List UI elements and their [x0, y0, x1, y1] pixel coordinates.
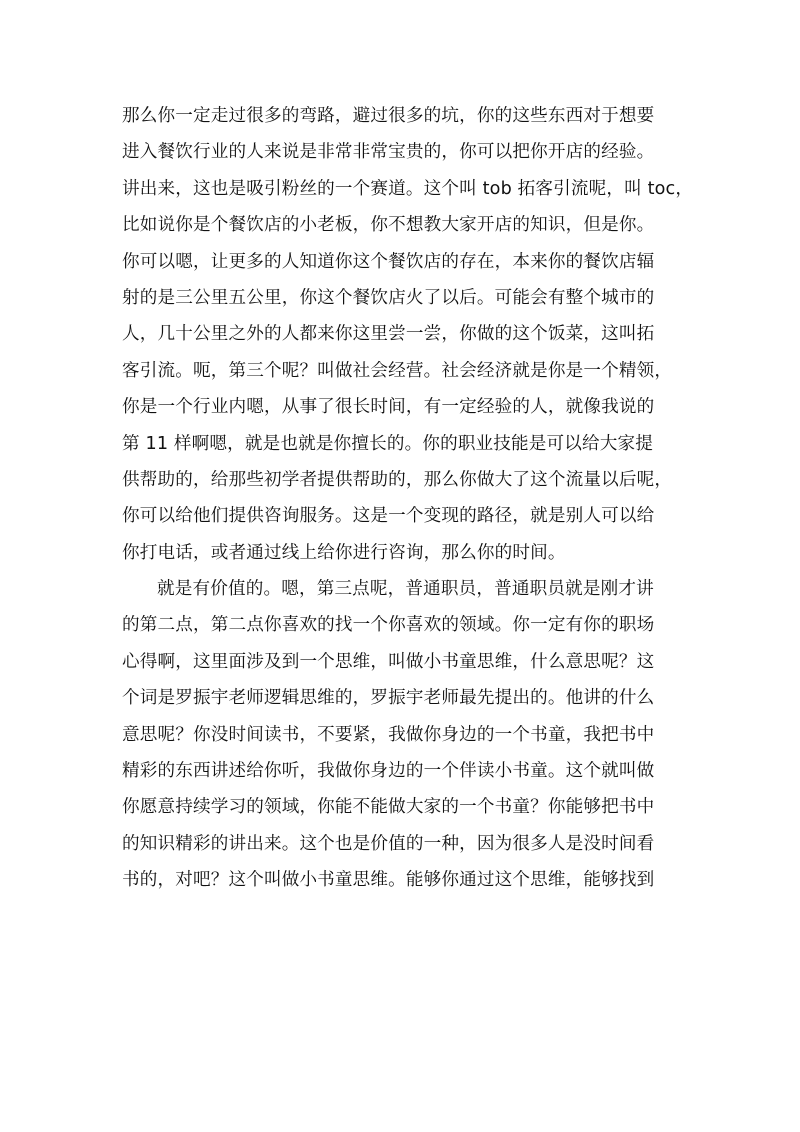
text-line: 客引流。呃，第三个呢？叫做社会经营。社会经济就是你是一个精领， [122, 360, 673, 381]
text-line: 讲出来，这也是吸引粉丝的一个赛道。这个叫 tob 拓客引流呢，叫 toc， [122, 178, 694, 199]
text-line: 的第二点，第二点你喜欢的找一个你喜欢的领域。你一定有你的职场 [122, 615, 655, 636]
text-line: 人，几十公里之外的人都来你这里尝一尝，你做的这个饭菜，这叫拓 [122, 324, 655, 345]
text-line: 进入餐饮行业的人来说是非常非常宝贵的，你可以把你开店的经验。 [122, 142, 655, 163]
paragraph-1 [122, 98, 694, 571]
text-line: 那么你一定走过很多的弯路，避过很多的坑，你的这些东西对于想要 [122, 106, 655, 126]
text-line: 心得啊，这里面涉及到一个思维，叫做小书童思维，什么意思呢？这 [122, 651, 655, 672]
text-line: 供帮助的，给那些初学者提供帮助的，那么你做大了这个流量以后呢， [122, 469, 673, 490]
document-body [122, 98, 694, 899]
text-line: 就是有价值的。嗯，第三点呢，普通职员，普通职员就是刚才讲 [157, 579, 654, 600]
text-line: 精彩的东西讲述给你听，我做你身边的一个伴读小书童。这个就叫做 [122, 761, 655, 782]
text-line: 书的，对吧？这个叫做小书童思维。能够你通过这个思维，能够找到 [122, 870, 655, 891]
text-line: 意思呢？你没时间读书，不要紧，我做你身边的一个书童，我把书中 [122, 724, 655, 745]
text-line: 你愿意持续学习的领域，你能不能做大家的一个书童？你能够把书中 [122, 797, 655, 818]
text-line: 你可以嗯，让更多的人知道你这个餐饮店的存在，本来你的餐饮店辐 [122, 251, 655, 272]
text-line: 的知识精彩的讲出来。这个也是价值的一种，因为很多人是没时间看 [122, 833, 655, 854]
text-line: 个词是罗振宇老师逻辑思维的，罗振宇老师最先提出的。他讲的什么 [122, 688, 655, 709]
text-line: 你可以给他们提供咨询服务。这是一个变现的路径，就是别人可以给 [122, 506, 655, 527]
text-line: 射的是三公里五公里，你这个餐饮店火了以后。可能会有整个城市的 [122, 287, 655, 308]
text-line: 比如说你是个餐饮店的小老板，你不想教大家开店的知识，但是你。 [122, 215, 655, 236]
text-line: 第 11 样啊嗯，就是也就是你擅长的。你的职业技能是可以给大家提 [122, 433, 654, 454]
paragraph-2 [122, 571, 682, 899]
text-line: 你打电话，或者通过线上给你进行咨询，那么你的时间。 [122, 542, 566, 563]
text-line: 你是一个行业内嗯，从事了很长时间，有一定经验的人，就像我说的 [122, 397, 655, 418]
